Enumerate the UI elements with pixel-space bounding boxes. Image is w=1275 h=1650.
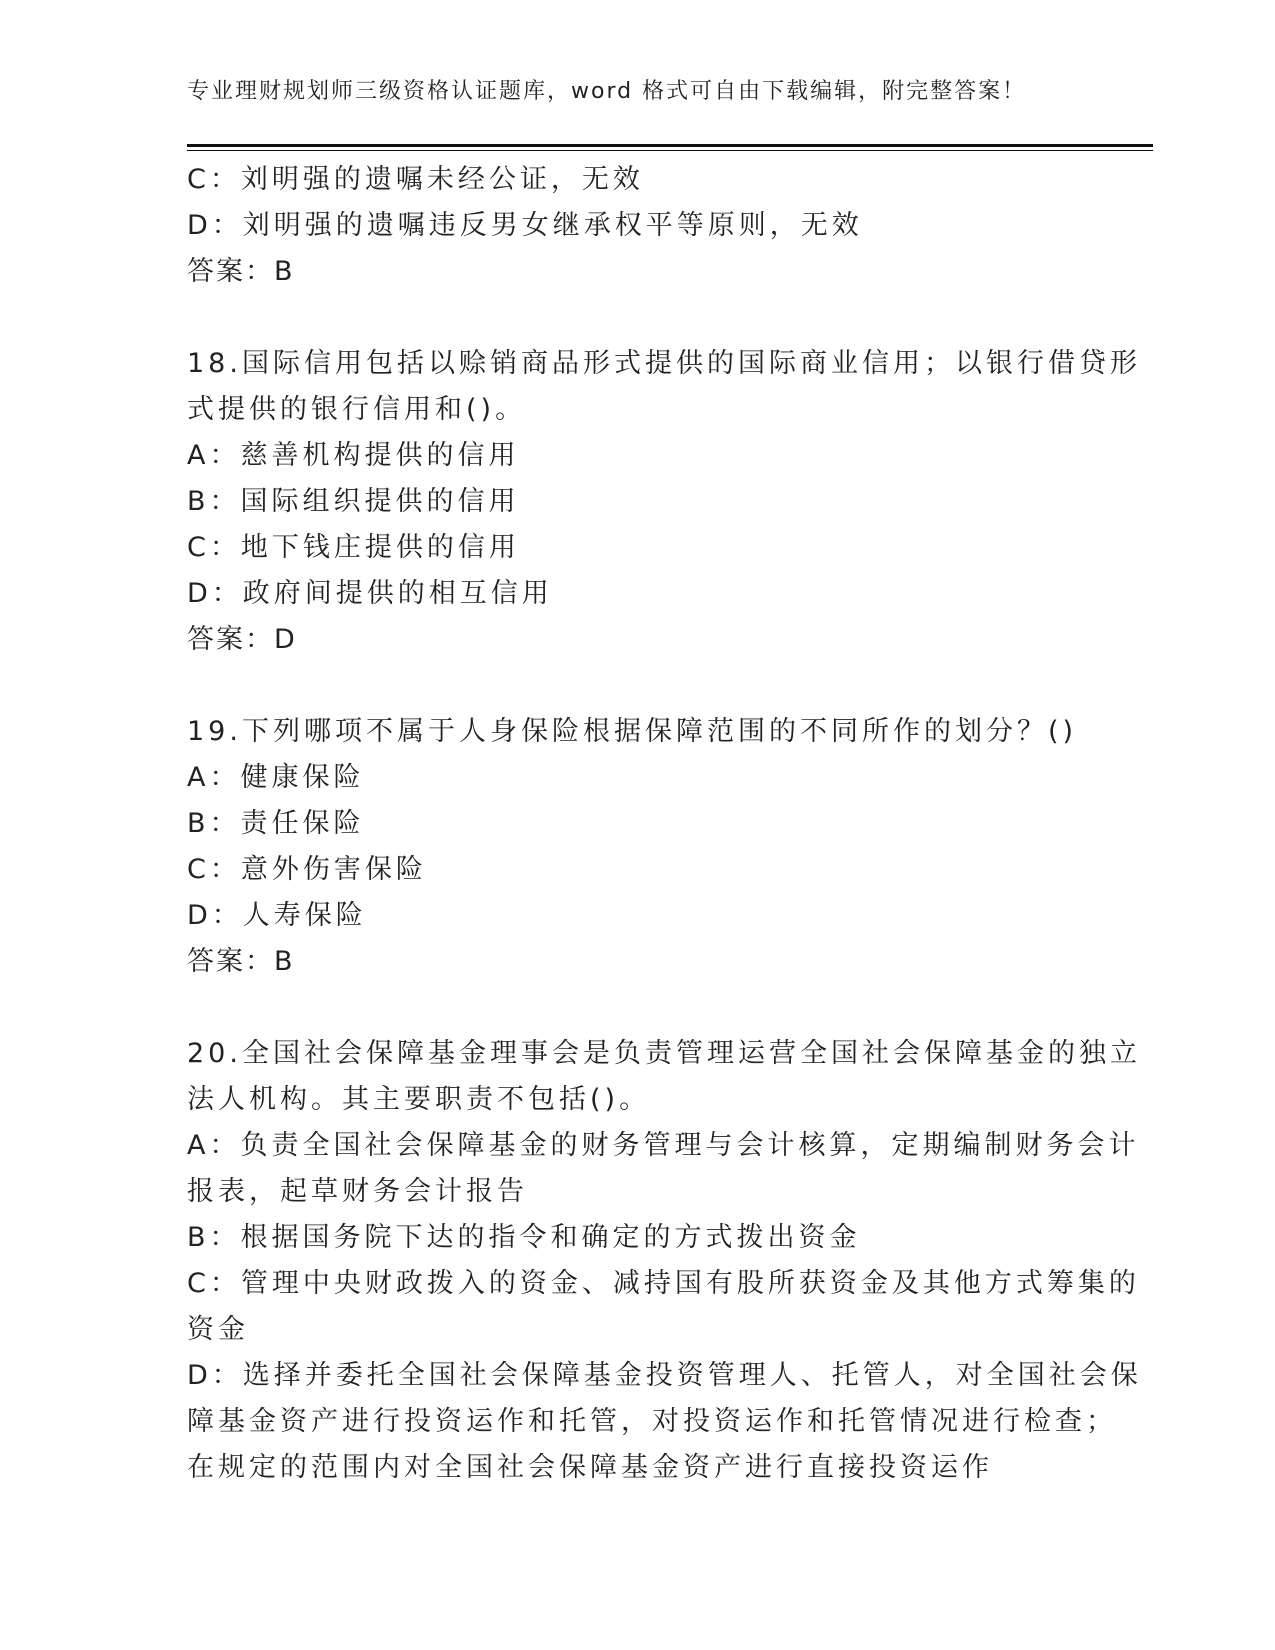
q18-stem-line2: 式提供的银行信用和()。 xyxy=(187,394,527,425)
q18-option-b: B：国际组织提供的信用 xyxy=(187,486,520,517)
spacer xyxy=(187,985,1087,1031)
q18-option-c: C：地下钱庄提供的信用 xyxy=(187,532,520,563)
q19-option-a: A：健康保险 xyxy=(187,762,365,793)
q20-option-a-line2: 报表，起草财务会计报告 xyxy=(187,1176,528,1207)
page-header: 专业理财规划师三级资格认证题库，word 格式可自由下载编辑，附完整答案！ xyxy=(187,79,1027,104)
document-body xyxy=(187,157,1142,1491)
question-19 xyxy=(187,709,1087,985)
q18-answer: 答案：D xyxy=(187,624,297,655)
q20-option-d-line3: 在规定的范围内对全国社会保障基金资产进行直接投资运作 xyxy=(187,1452,993,1483)
q18-stem-line1: 18.国际信用包括以赊销商品形式提供的国际商业信用；以银行借贷形 xyxy=(187,348,1141,379)
q20-stem-line1: 20.全国社会保障基金理事会是负责管理运营全国社会保障基金的独立 xyxy=(187,1038,1141,1069)
q20-option-b: B：根据国务院下达的指令和确定的方式拨出资金 xyxy=(187,1222,861,1253)
q20-option-c-line2: 资金 xyxy=(187,1314,249,1345)
q20-stem-line2: 法人机构。其主要职责不包括()。 xyxy=(187,1084,651,1115)
q17-option-c: C：刘明强的遗嘱未经公证，无效 xyxy=(187,164,644,195)
q18-option-a: A：慈善机构提供的信用 xyxy=(187,440,520,471)
q20-option-a-line1: A：负责全国社会保障基金的财务管理与会计核算，定期编制财务会计 xyxy=(187,1130,1140,1161)
question-20 xyxy=(187,1031,1142,1491)
q19-stem-line1: 19.下列哪项不属于人身保险根据保障范围的不同所作的划分？() xyxy=(187,716,1078,747)
q20-option-c-line1: C：管理中央财政拨入的资金、减持国有股所获资金及其他方式筹集的 xyxy=(187,1268,1140,1299)
spacer xyxy=(187,295,1087,341)
q19-answer: 答案：B xyxy=(187,946,295,977)
q17-option-d: D：刘明强的遗嘱违反男女继承权平等原则，无效 xyxy=(187,210,863,241)
q18-option-d: D：政府间提供的相互信用 xyxy=(187,578,553,609)
q17-answer: 答案：B xyxy=(187,256,295,287)
q19-option-c: C：意外伤害保险 xyxy=(187,854,427,885)
q19-option-d: D：人寿保险 xyxy=(187,900,367,931)
question-18 xyxy=(187,341,1141,663)
q20-option-d-line1: D：选择并委托全国社会保障基金投资管理人、托管人，对全国社会保 xyxy=(187,1360,1142,1391)
q20-option-d-line2: 障基金资产进行投资运作和托管，对投资运作和托管情况进行检查； xyxy=(187,1406,1117,1437)
q19-option-b: B：责任保险 xyxy=(187,808,365,839)
header-rule-thick xyxy=(187,144,1153,147)
header-rule-thin xyxy=(187,150,1153,151)
question-17 xyxy=(187,157,1087,295)
spacer xyxy=(187,663,1087,709)
